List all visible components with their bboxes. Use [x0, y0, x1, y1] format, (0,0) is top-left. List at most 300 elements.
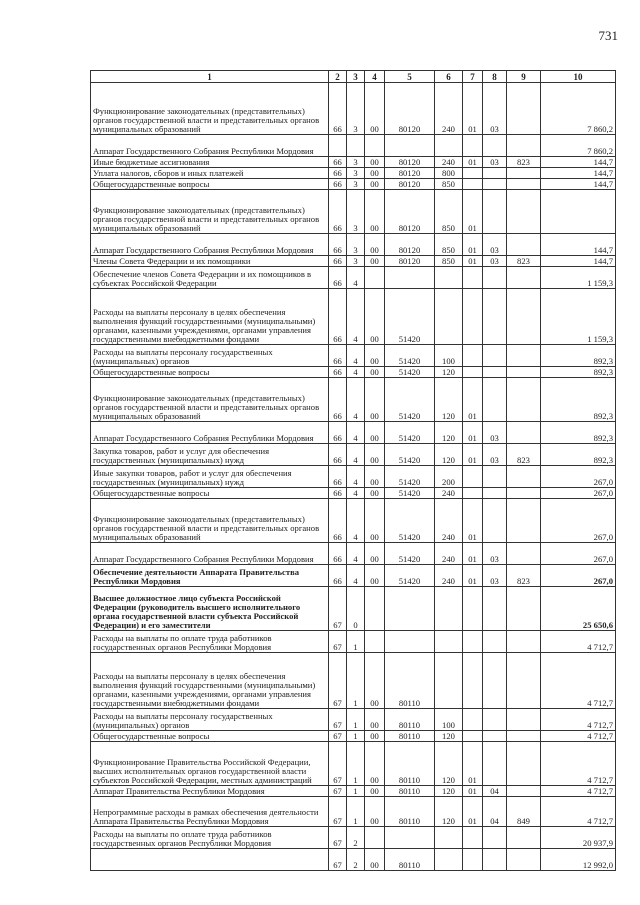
row-c3-cell: 3	[347, 157, 365, 168]
row-c5-cell: 51420	[385, 289, 435, 345]
row-c6-cell: 240	[435, 499, 463, 543]
row-c7-cell	[463, 709, 483, 731]
row-c4-cell: 00	[365, 742, 385, 786]
row-c7-cell: 01	[463, 83, 483, 135]
row-name-cell: Уплата налогов, сборов и иных платежей	[91, 168, 329, 179]
row-c10-cell: 4 712,7	[541, 731, 616, 742]
row-c4-cell: 00	[365, 488, 385, 499]
row-c6-cell	[435, 267, 463, 289]
row-c7-cell: 01	[463, 786, 483, 797]
row-c4-cell	[365, 827, 385, 849]
row-c10-cell: 892,3	[541, 378, 616, 422]
row-c6-cell: 850	[435, 190, 463, 234]
row-c10-cell: 267,0	[541, 499, 616, 543]
table-row	[91, 135, 616, 157]
row-c8-cell	[483, 488, 507, 499]
row-name-cell: Обеспечение деятельности Аппарата Правительства Республики Мордовия	[91, 565, 329, 587]
row-c10-cell: 4 712,7	[541, 797, 616, 827]
row-c8-cell	[483, 587, 507, 631]
row-c9-cell	[507, 135, 541, 157]
row-c3-cell	[347, 135, 365, 157]
row-c2-cell: 66	[329, 466, 347, 488]
row-c10-cell: 7 860,2	[541, 135, 616, 157]
row-c9-cell	[507, 587, 541, 631]
row-c5-cell: 80110	[385, 849, 435, 871]
table-row	[91, 466, 616, 488]
row-c7-cell	[463, 289, 483, 345]
row-name-cell: Общегосударственные вопросы	[91, 731, 329, 742]
row-c6-cell: 240	[435, 543, 463, 565]
table-row	[91, 83, 616, 135]
row-c2-cell: 66	[329, 488, 347, 499]
row-c10-cell: 4 712,7	[541, 631, 616, 653]
row-c3-cell: 3	[347, 256, 365, 267]
row-c3-cell: 4	[347, 289, 365, 345]
table-row	[91, 289, 616, 345]
row-c7-cell	[463, 849, 483, 871]
row-c7-cell: 01	[463, 157, 483, 168]
row-name-cell: Аппарат Государственного Собрания Республики Мордовия	[91, 543, 329, 565]
row-name-cell: Аппарат Государственного Собрания Республики Мордовия	[91, 234, 329, 256]
row-c7-cell: 01	[463, 543, 483, 565]
row-c6-cell	[435, 631, 463, 653]
row-name-cell: Непрограммные расходы в рамках обеспечения деятельности Аппарата Правительства Республики Мордовия	[91, 797, 329, 827]
row-c2-cell: 67	[329, 709, 347, 731]
row-c5-cell: 80120	[385, 256, 435, 267]
row-c7-cell: 01	[463, 378, 483, 422]
row-c10-cell: 1 159,3	[541, 289, 616, 345]
row-c8-cell	[483, 168, 507, 179]
row-name-cell: Общегосударственные вопросы	[91, 488, 329, 499]
row-c7-cell	[463, 367, 483, 378]
row-name-cell: Функционирование законодательных (представительных) органов государственной власти и представительных органов муниципальных образований	[91, 499, 329, 543]
row-c10-cell: 267,0	[541, 565, 616, 587]
row-c3-cell: 1	[347, 653, 365, 709]
row-c10-cell: 892,3	[541, 422, 616, 444]
row-c8-cell	[483, 849, 507, 871]
row-c10-cell: 4 712,7	[541, 709, 616, 731]
table-row	[91, 267, 616, 289]
row-c2-cell: 66	[329, 256, 347, 267]
table-row	[91, 827, 616, 849]
row-c10-cell: 7 860,2	[541, 83, 616, 135]
row-c6-cell: 120	[435, 797, 463, 827]
row-c6-cell: 850	[435, 234, 463, 256]
row-c9-cell	[507, 827, 541, 849]
row-c4-cell: 00	[365, 422, 385, 444]
row-c2-cell: 67	[329, 587, 347, 631]
row-c4-cell: 00	[365, 367, 385, 378]
row-c4-cell: 00	[365, 83, 385, 135]
row-c8-cell	[483, 653, 507, 709]
row-c2-cell: 66	[329, 190, 347, 234]
row-c8-cell: 03	[483, 157, 507, 168]
row-c8-cell: 03	[483, 422, 507, 444]
row-c6-cell: 800	[435, 168, 463, 179]
row-name-cell: Функционирование законодательных (представительных) органов государственной власти и представительных органов муниципальных образований	[91, 378, 329, 422]
row-c4-cell	[365, 135, 385, 157]
row-c4-cell: 00	[365, 190, 385, 234]
row-c9-cell	[507, 190, 541, 234]
row-c7-cell: 01	[463, 190, 483, 234]
row-c6-cell: 120	[435, 367, 463, 378]
row-c6-cell: 200	[435, 466, 463, 488]
row-c7-cell: 01	[463, 256, 483, 267]
page-number: 731	[598, 28, 618, 43]
row-c3-cell: 4	[347, 466, 365, 488]
row-c8-cell: 03	[483, 444, 507, 466]
col-header: 4	[365, 71, 385, 83]
row-c6-cell: 850	[435, 179, 463, 190]
row-c6-cell: 850	[435, 256, 463, 267]
col-header: 9	[507, 71, 541, 83]
row-c7-cell: 01	[463, 422, 483, 444]
row-c7-cell	[463, 827, 483, 849]
row-name-cell: Закупка товаров, работ и услуг для обеспечения государственных (муниципальных) нужд	[91, 444, 329, 466]
row-c5-cell	[385, 827, 435, 849]
table-row	[91, 631, 616, 653]
table-row	[91, 444, 616, 466]
row-name-cell: Аппарат Государственного Собрания Республики Мордовия	[91, 135, 329, 157]
row-c2-cell: 66	[329, 267, 347, 289]
row-c2-cell: 67	[329, 827, 347, 849]
row-c3-cell: 4	[347, 488, 365, 499]
col-header: 8	[483, 71, 507, 83]
row-name-cell: Функционирование законодательных (представительных) органов государственной власти и представительных органов муниципальных образований	[91, 83, 329, 135]
row-c9-cell	[507, 499, 541, 543]
row-c9-cell	[507, 466, 541, 488]
row-c6-cell	[435, 827, 463, 849]
row-c6-cell	[435, 289, 463, 345]
row-c7-cell	[463, 466, 483, 488]
row-c3-cell: 4	[347, 565, 365, 587]
row-c3-cell: 3	[347, 83, 365, 135]
row-c9-cell	[507, 83, 541, 135]
row-c7-cell	[463, 267, 483, 289]
row-c5-cell: 80120	[385, 83, 435, 135]
row-c10-cell: 12 992,0	[541, 849, 616, 871]
row-c5-cell: 51420	[385, 367, 435, 378]
row-c4-cell: 00	[365, 378, 385, 422]
row-c4-cell: 00	[365, 234, 385, 256]
row-c7-cell	[463, 168, 483, 179]
row-name-cell: Расходы на выплаты персоналу в целях обеспечения выполнения функций государственными (муниципальными) органами, казенными учреждениями, органами управления государственными внебюджетными фондами	[91, 289, 329, 345]
row-c3-cell: 1	[347, 709, 365, 731]
row-c4-cell: 00	[365, 256, 385, 267]
row-c10-cell: 144,7	[541, 179, 616, 190]
row-c2-cell: 66	[329, 378, 347, 422]
row-c8-cell	[483, 135, 507, 157]
row-name-cell: Расходы на выплаты персоналу в целях обеспечения выполнения функций государственными (муниципальными) органами, казенными учреждениями, органами управления государственными внебюджетными фондами	[91, 653, 329, 709]
table-row	[91, 234, 616, 256]
row-c3-cell: 2	[347, 827, 365, 849]
row-c3-cell: 1	[347, 742, 365, 786]
row-c8-cell: 03	[483, 83, 507, 135]
table-row	[91, 422, 616, 444]
row-c3-cell: 3	[347, 168, 365, 179]
row-c8-cell	[483, 267, 507, 289]
row-name-cell: Общегосударственные вопросы	[91, 367, 329, 378]
row-c9-cell	[507, 709, 541, 731]
row-c10-cell: 20 937,9	[541, 827, 616, 849]
row-c4-cell: 00	[365, 849, 385, 871]
row-c3-cell: 4	[347, 378, 365, 422]
row-name-cell: Расходы на выплаты персоналу государственных (муниципальных) органов	[91, 709, 329, 731]
row-c7-cell	[463, 587, 483, 631]
row-c2-cell: 67	[329, 742, 347, 786]
row-c4-cell	[365, 267, 385, 289]
table-row	[91, 587, 616, 631]
row-c2-cell: 66	[329, 367, 347, 378]
row-c9-cell	[507, 653, 541, 709]
row-c5-cell: 80110	[385, 731, 435, 742]
row-c7-cell	[463, 653, 483, 709]
row-name-cell: Иные закупки товаров, работ и услуг для обеспечения государственных (муниципальных) нужд	[91, 466, 329, 488]
row-c7-cell: 01	[463, 797, 483, 827]
row-c5-cell: 80120	[385, 168, 435, 179]
row-c9-cell: 823	[507, 256, 541, 267]
row-c9-cell	[507, 267, 541, 289]
row-c4-cell: 00	[365, 289, 385, 345]
row-c5-cell: 51420	[385, 345, 435, 367]
row-c10-cell: 267,0	[541, 543, 616, 565]
row-name-cell: Общегосударственные вопросы	[91, 179, 329, 190]
table-row	[91, 499, 616, 543]
table-row	[91, 179, 616, 190]
row-c6-cell: 120	[435, 378, 463, 422]
row-c8-cell: 04	[483, 786, 507, 797]
table-row	[91, 488, 616, 499]
row-c9-cell	[507, 731, 541, 742]
row-c5-cell	[385, 631, 435, 653]
row-c8-cell: 04	[483, 797, 507, 827]
row-c3-cell: 4	[347, 543, 365, 565]
row-c9-cell	[507, 289, 541, 345]
row-name-cell: Расходы на выплаты персоналу государственных (муниципальных) органов	[91, 345, 329, 367]
table-row	[91, 543, 616, 565]
row-c4-cell: 00	[365, 731, 385, 742]
row-c9-cell	[507, 168, 541, 179]
row-c8-cell: 03	[483, 234, 507, 256]
col-header: 2	[329, 71, 347, 83]
row-c6-cell: 100	[435, 709, 463, 731]
row-c10-cell: 144,7	[541, 234, 616, 256]
row-c6-cell: 120	[435, 444, 463, 466]
row-c8-cell: 03	[483, 543, 507, 565]
row-c8-cell	[483, 378, 507, 422]
row-c8-cell: 03	[483, 565, 507, 587]
row-c8-cell	[483, 466, 507, 488]
row-c7-cell: 01	[463, 234, 483, 256]
row-c5-cell: 51420	[385, 488, 435, 499]
row-c4-cell: 00	[365, 168, 385, 179]
row-c8-cell	[483, 289, 507, 345]
row-c8-cell	[483, 709, 507, 731]
row-c3-cell: 1	[347, 631, 365, 653]
row-c9-cell	[507, 742, 541, 786]
col-header: 6	[435, 71, 463, 83]
row-c9-cell: 823	[507, 565, 541, 587]
row-c2-cell: 66	[329, 345, 347, 367]
row-c3-cell: 3	[347, 234, 365, 256]
row-name-cell: Иные бюджетные ассигнования	[91, 157, 329, 168]
row-c7-cell	[463, 135, 483, 157]
row-c10-cell: 144,7	[541, 256, 616, 267]
row-c4-cell: 00	[365, 179, 385, 190]
row-c2-cell: 67	[329, 849, 347, 871]
row-c4-cell: 00	[365, 786, 385, 797]
row-c7-cell	[463, 631, 483, 653]
row-c5-cell: 80120	[385, 157, 435, 168]
row-c10-cell: 4 712,7	[541, 786, 616, 797]
table-row	[91, 653, 616, 709]
row-c4-cell: 00	[365, 345, 385, 367]
row-c2-cell: 67	[329, 797, 347, 827]
row-c3-cell: 1	[347, 731, 365, 742]
row-c8-cell	[483, 190, 507, 234]
row-c3-cell: 3	[347, 179, 365, 190]
row-c2-cell: 66	[329, 179, 347, 190]
row-c2-cell: 66	[329, 422, 347, 444]
row-c7-cell: 01	[463, 444, 483, 466]
row-c6-cell: 240	[435, 157, 463, 168]
row-c8-cell	[483, 367, 507, 378]
row-c7-cell	[463, 731, 483, 742]
row-c8-cell	[483, 179, 507, 190]
row-c4-cell: 00	[365, 543, 385, 565]
row-name-cell: Расходы на выплаты по оплате труда работников государственных органов Республики Мордовия	[91, 827, 329, 849]
row-c5-cell: 51420	[385, 499, 435, 543]
row-c7-cell: 01	[463, 499, 483, 543]
row-name-cell	[91, 849, 329, 871]
row-c6-cell: 100	[435, 345, 463, 367]
row-c3-cell: 4	[347, 444, 365, 466]
row-c5-cell: 51420	[385, 466, 435, 488]
row-c5-cell: 80120	[385, 234, 435, 256]
row-c2-cell: 66	[329, 234, 347, 256]
row-c2-cell: 66	[329, 83, 347, 135]
row-c5-cell: 51420	[385, 378, 435, 422]
row-c6-cell: 120	[435, 731, 463, 742]
table-body	[91, 83, 616, 871]
row-c3-cell: 4	[347, 422, 365, 444]
row-c10-cell: 25 650,6	[541, 587, 616, 631]
col-header: 7	[463, 71, 483, 83]
row-c10-cell: 4 712,7	[541, 653, 616, 709]
row-c10-cell: 267,0	[541, 488, 616, 499]
row-c6-cell: 240	[435, 565, 463, 587]
table-row	[91, 565, 616, 587]
row-c2-cell	[329, 135, 347, 157]
row-c4-cell	[365, 587, 385, 631]
row-c9-cell	[507, 422, 541, 444]
row-name-cell: Высшее должностное лицо субъекта Российской Федерации (руководитель высшего исполнительного органа государственной власти субъекта Российской Федерации) и его заместители	[91, 587, 329, 631]
row-c3-cell: 4	[347, 267, 365, 289]
row-c5-cell: 80110	[385, 797, 435, 827]
row-c3-cell: 3	[347, 190, 365, 234]
row-c2-cell: 66	[329, 543, 347, 565]
row-name-cell: Аппарат Правительства Республики Мордовия	[91, 786, 329, 797]
row-c3-cell: 2	[347, 849, 365, 871]
row-c3-cell: 1	[347, 797, 365, 827]
row-c2-cell: 67	[329, 653, 347, 709]
row-c2-cell: 66	[329, 168, 347, 179]
col-header: 10	[541, 71, 616, 83]
budget-table	[90, 70, 616, 871]
row-c9-cell	[507, 345, 541, 367]
table-row	[91, 345, 616, 367]
row-c6-cell: 240	[435, 83, 463, 135]
row-c8-cell	[483, 742, 507, 786]
row-c7-cell	[463, 179, 483, 190]
row-c7-cell: 01	[463, 565, 483, 587]
row-c8-cell	[483, 731, 507, 742]
row-c7-cell	[463, 345, 483, 367]
table-row	[91, 190, 616, 234]
row-c10-cell: 1 159,3	[541, 267, 616, 289]
row-c10-cell: 892,3	[541, 367, 616, 378]
row-name-cell: Аппарат Государственного Собрания Республики Мордовия	[91, 422, 329, 444]
table-row	[91, 742, 616, 786]
row-c2-cell: 66	[329, 499, 347, 543]
row-c9-cell	[507, 786, 541, 797]
row-c4-cell: 00	[365, 565, 385, 587]
row-c9-cell	[507, 849, 541, 871]
table-row	[91, 157, 616, 168]
row-c9-cell	[507, 179, 541, 190]
row-c6-cell	[435, 653, 463, 709]
row-c9-cell: 823	[507, 444, 541, 466]
row-c5-cell: 80120	[385, 179, 435, 190]
row-c2-cell: 66	[329, 565, 347, 587]
row-c4-cell: 00	[365, 466, 385, 488]
row-c5-cell: 80110	[385, 653, 435, 709]
row-c10-cell: 267,0	[541, 466, 616, 488]
row-c2-cell: 66	[329, 444, 347, 466]
row-c10-cell	[541, 190, 616, 234]
col-header: 5	[385, 71, 435, 83]
table-row	[91, 378, 616, 422]
table-row	[91, 849, 616, 871]
row-c6-cell: 120	[435, 742, 463, 786]
row-name-cell: Расходы на выплаты по оплате труда работников государственных органов Республики Мордовия	[91, 631, 329, 653]
row-c2-cell: 67	[329, 786, 347, 797]
row-c5-cell: 51420	[385, 565, 435, 587]
row-c10-cell: 144,7	[541, 168, 616, 179]
row-c2-cell: 66	[329, 289, 347, 345]
row-c5-cell	[385, 587, 435, 631]
row-c3-cell: 1	[347, 786, 365, 797]
row-c9-cell	[507, 378, 541, 422]
row-c9-cell	[507, 367, 541, 378]
row-c4-cell: 00	[365, 157, 385, 168]
row-c6-cell	[435, 587, 463, 631]
row-c9-cell: 823	[507, 157, 541, 168]
row-c4-cell: 00	[365, 444, 385, 466]
row-c10-cell: 144,7	[541, 157, 616, 168]
row-c5-cell	[385, 267, 435, 289]
row-c8-cell: 03	[483, 256, 507, 267]
row-c6-cell	[435, 849, 463, 871]
row-c8-cell	[483, 827, 507, 849]
row-c9-cell	[507, 488, 541, 499]
table-row	[91, 256, 616, 267]
row-c7-cell: 01	[463, 742, 483, 786]
row-name-cell: Функционирование законодательных (представительных) органов государственной власти и представительных органов муниципальных образований	[91, 190, 329, 234]
row-c3-cell: 4	[347, 499, 365, 543]
row-c5-cell: 80110	[385, 786, 435, 797]
row-c8-cell	[483, 345, 507, 367]
